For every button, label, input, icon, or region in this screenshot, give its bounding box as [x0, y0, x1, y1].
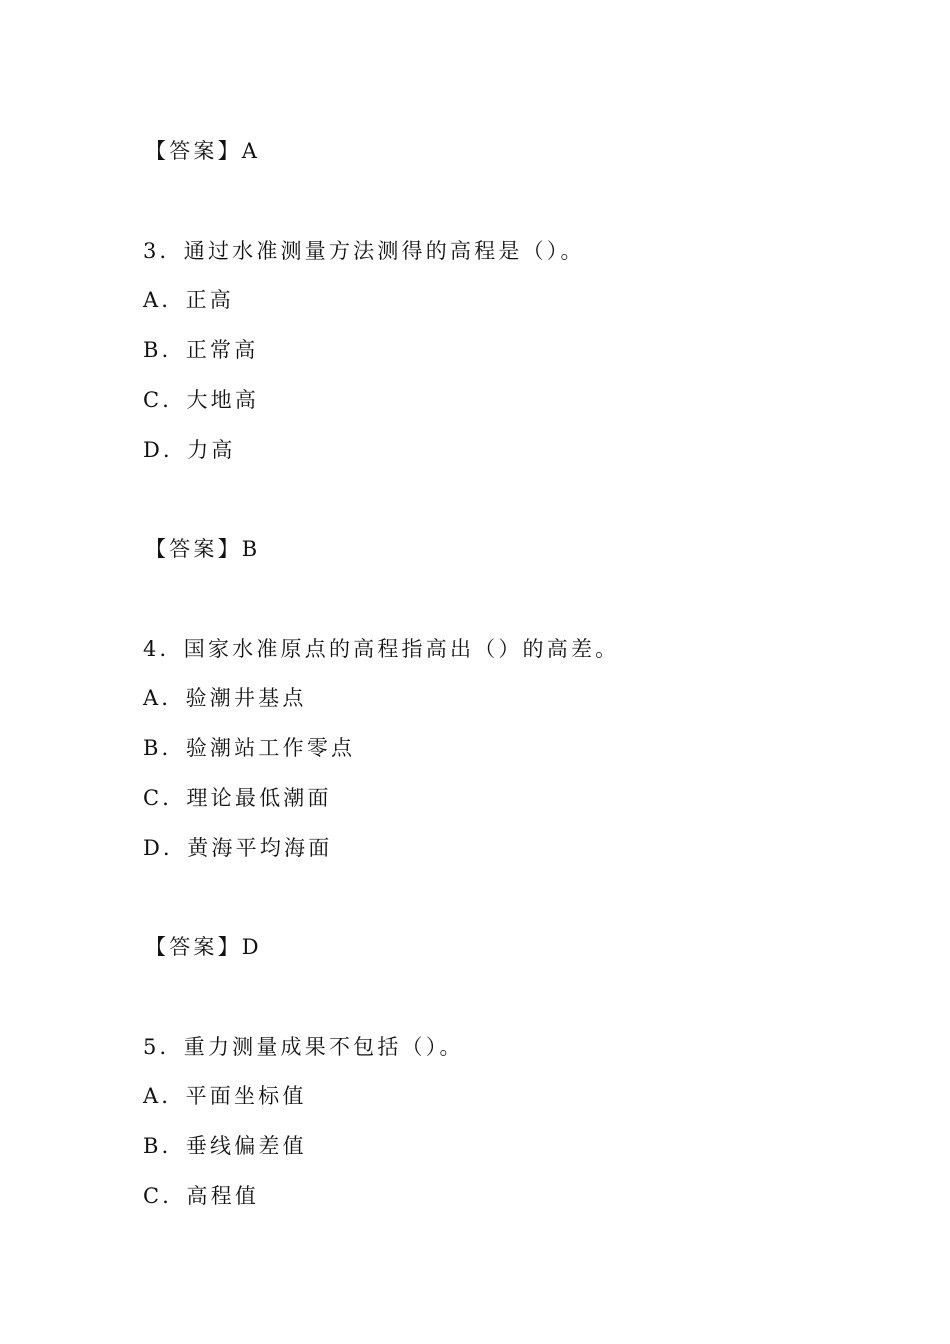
question-5-option-c: C．高程值 [143, 1184, 260, 1208]
question-3-option-d: D．力高 [143, 438, 236, 462]
question-4-option-d: D．黄海平均海面 [143, 836, 333, 860]
question-4-stem: 4．国家水准原点的高程指高出（）的高差。 [143, 637, 620, 661]
question-4-option-c: C．理论最低潮面 [143, 786, 332, 810]
question-5-option-b: B．垂线偏差值 [143, 1134, 307, 1158]
question-4-option-a: A．验潮井基点 [143, 686, 307, 710]
question-3-option-b: B．正常高 [143, 338, 259, 362]
question-3-stem: 3．通过水准测量方法测得的高程是（）。 [143, 239, 585, 263]
question-3-option-a: A．正高 [143, 288, 234, 312]
question-3-option-c: C．大地高 [143, 388, 260, 412]
question-5-stem: 5．重力测量成果不包括（）。 [143, 1035, 464, 1059]
question-5-option-a: A．平面坐标值 [143, 1084, 307, 1108]
answer-q3: 【答案】B [145, 537, 261, 561]
answer-q4: 【答案】D [145, 935, 262, 959]
question-4-option-b: B．验潮站工作零点 [143, 736, 356, 760]
answer-q2: 【答案】A [145, 139, 261, 163]
